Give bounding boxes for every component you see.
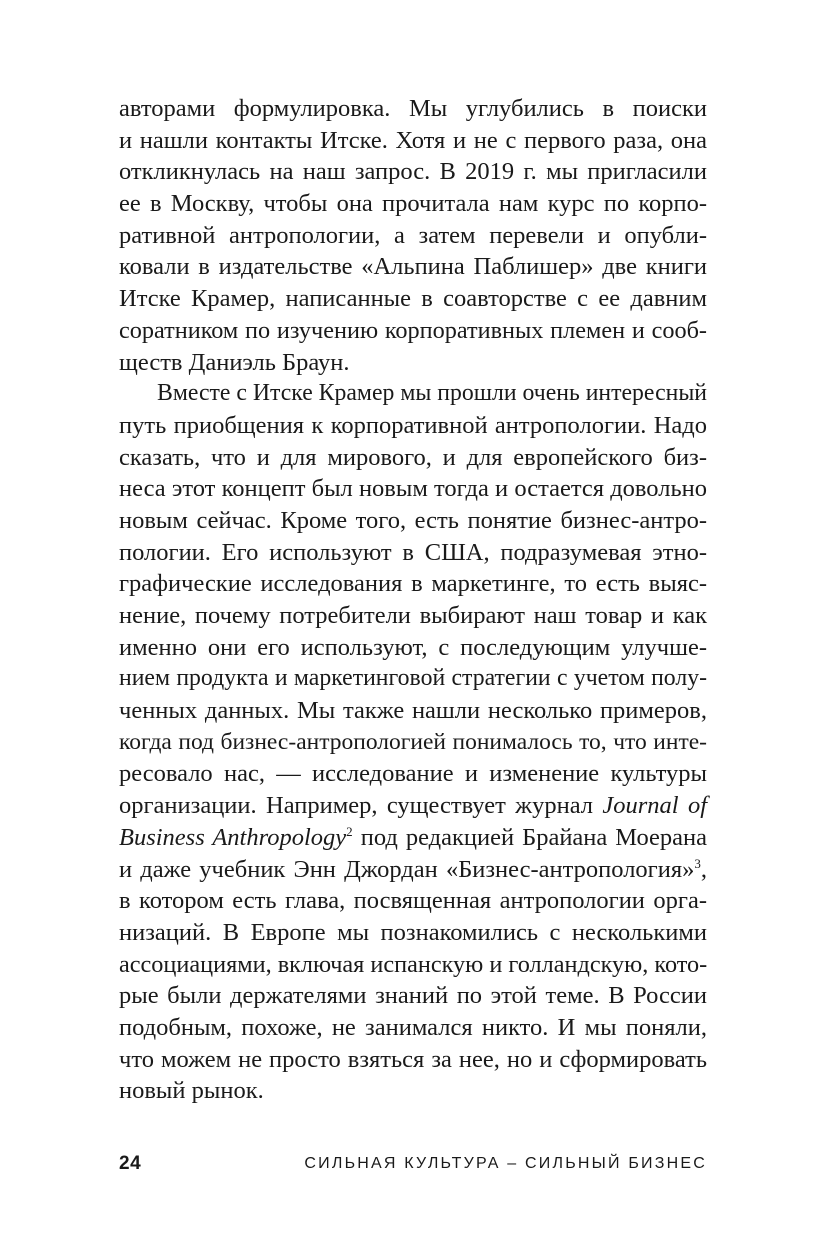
- text-segment: и даже учебник Энн Джордан «Бизнес-антропология»: [119, 855, 695, 883]
- text-line: соратником по изучению корпоративных племен и сооб-: [119, 316, 707, 344]
- punctuation: ,: [700, 855, 707, 883]
- text-line: ществ Даниэль Браун.: [119, 348, 350, 376]
- text-line: неса этот концепт был новым тогда и остается довольно: [119, 475, 707, 503]
- page-number: 24: [119, 1153, 142, 1174]
- text-line: низаций. В Европе мы познакомились с несколькими: [119, 918, 707, 946]
- text-line: нием продукта и маркетинговой стратегии с учетом полу-: [119, 665, 707, 692]
- text-line: авторами формулировка. Мы углубились в поиски: [119, 95, 707, 122]
- text-line: [119, 822, 707, 854]
- text-line: графические исследования в маркетинге, то есть выяс-: [119, 570, 707, 598]
- footnote-marker: 3: [694, 855, 701, 871]
- text-line: когда под бизнес-антропологией понималось то, что инте-: [119, 728, 707, 755]
- text-line: новый рынок.: [119, 1077, 264, 1105]
- text-segment: организации. Например, существует журнал: [119, 792, 594, 820]
- text-line: новым сейчас. Кроме того, есть понятие бизнес-антро-: [119, 506, 707, 534]
- text-line: ченных данных. Мы также нашли несколько примеров,: [119, 697, 707, 725]
- journal-title: Business Anthropology: [119, 823, 347, 851]
- page-body: [119, 93, 707, 1243]
- text-segment: под редакцией Брайана Моерана: [360, 823, 708, 851]
- text-line: путь приобщения к корпоративной антропологии. Надо: [119, 411, 707, 439]
- text-line: ративной антропологии, а затем перевели и опубли-: [119, 221, 707, 249]
- text-line: нение, почему потребители выбирают наш товар и как: [119, 602, 707, 629]
- text-line: [119, 854, 707, 886]
- text-line: ковали в издательстве «Альпина Паблишер» две книги: [119, 253, 707, 281]
- page-footer: [119, 1150, 707, 1178]
- text-line: подобным, похоже, не занимался никто. И мы поняли,: [119, 1013, 707, 1041]
- text-line: Вместе с Итске Крамер мы прошли очень интересный: [157, 380, 707, 407]
- journal-title: Journal of: [602, 792, 708, 820]
- text-line: Итске Крамер, написанные в соавторстве с ее давним: [119, 285, 707, 313]
- text-line: пологии. Его используют в США, подразумевая этно-: [119, 538, 707, 566]
- text-line: что можем не просто взяться за нее, но и сформировать: [119, 1045, 707, 1073]
- text-line: ресовало нас, — исследование и изменение культуры: [119, 760, 707, 788]
- text-line: рые были держателями знаний по этой теме. В России: [119, 982, 707, 1010]
- text-line: в котором есть глава, посвященная антропологии орга-: [119, 887, 707, 915]
- text-line: сказать, что и для мирового, и для европейского биз-: [119, 443, 707, 471]
- text-line: ассоциациями, включая испанскую и голландскую, кото-: [119, 950, 708, 978]
- text-line: ее в Москву, чтобы она прочитала нам курс по корпо-: [119, 190, 707, 218]
- text-line: [119, 790, 707, 822]
- running-title: СИЛЬНАЯ КУЛЬТУРА – СИЛЬНЫЙ БИЗНЕС: [304, 1155, 707, 1172]
- text-line: откликнулась на наш запрос. В 2019 г. мы пригласили: [119, 158, 707, 186]
- text-line: именно они его используют, с последующим улучше-: [119, 633, 707, 661]
- text-line: и нашли контакты Итске. Хотя и не с первого раза, она: [119, 126, 707, 154]
- footnote-marker: 2: [346, 823, 353, 839]
- paragraph-2: [119, 378, 707, 1107]
- paragraph-1: [119, 93, 707, 378]
